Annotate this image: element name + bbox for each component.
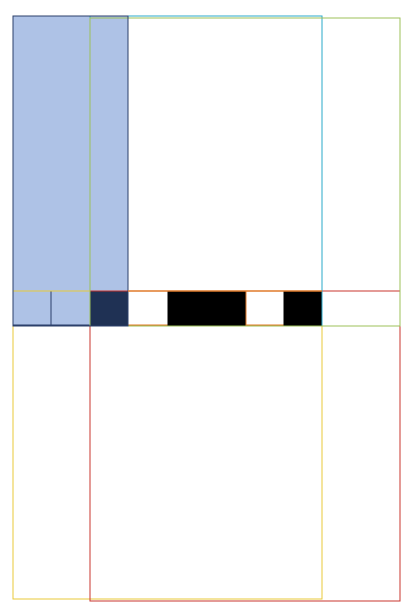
strip-cell-1 xyxy=(13,291,51,325)
strip-cell-7 xyxy=(284,291,322,325)
green-frame xyxy=(90,18,400,326)
strip-cell-4 xyxy=(128,291,168,325)
strip-cell-6 xyxy=(246,291,284,325)
strip-cell-5 xyxy=(168,291,246,325)
strip-cell-2 xyxy=(51,291,90,325)
strip-cell-8 xyxy=(322,291,400,325)
blue-panel xyxy=(13,16,128,291)
yellow-frame xyxy=(13,291,322,599)
red-frame xyxy=(90,291,400,601)
strip-cell-3 xyxy=(90,291,128,325)
